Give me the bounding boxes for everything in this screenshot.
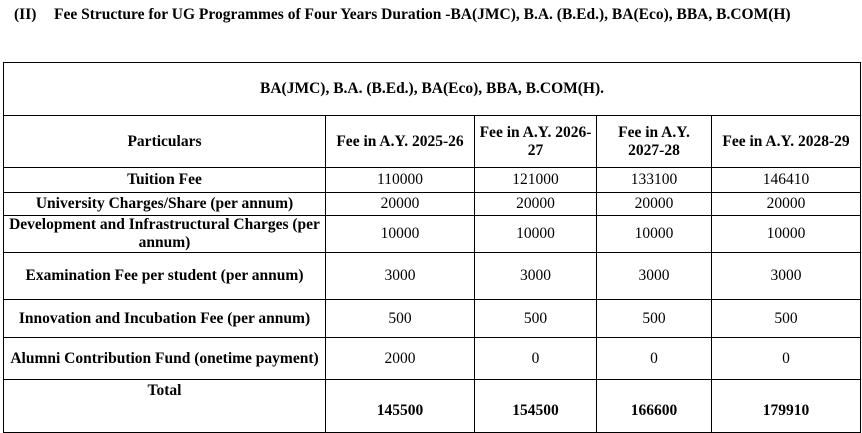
fee-value: 3000 [326,253,475,300]
table-title: BA(JMC), B.A. (B.Ed.), BA(Eco), BBA, B.COM(H). [4,63,861,116]
fee-value: 500 [326,300,475,338]
fee-value: 3000 [475,253,597,300]
fee-value: 10000 [475,216,597,253]
fee-value: 20000 [475,193,597,216]
fee-value: 20000 [326,193,475,216]
particular-label: University Charges/Share (per annum) [4,193,326,216]
fee-value: 0 [712,338,861,380]
table-row-examination-fee [4,253,861,300]
column-header-2027-28: Fee in A.Y. 2027-28 [597,116,712,168]
fee-value: 0 [597,338,712,380]
fee-value: 500 [712,300,861,338]
particular-label: Tuition Fee [4,168,326,193]
particular-label: Innovation and Incubation Fee (per annum) [4,300,326,338]
fee-value: 2000 [326,338,475,380]
fee-value: 10000 [597,216,712,253]
table-row-university-charges [4,193,861,216]
particular-label: Examination Fee per student (per annum) [4,253,326,300]
fee-value: 10000 [712,216,861,253]
column-header-2028-29: Fee in A.Y. 2028-29 [712,116,861,168]
fee-value: 121000 [475,168,597,193]
fee-value: 146410 [712,168,861,193]
fee-value: 0 [475,338,597,380]
particular-label: Alumni Contribution Fund (onetime payment) [4,338,326,380]
fee-structure-table [3,62,861,433]
section-title: Fee Structure for UG Programmes of Four Years Duration -BA(JMC), B.A. (B.Ed.), BA(Eco), BBA, B.COM(H) [54,6,791,23]
fee-value: 500 [475,300,597,338]
total-label: Total [4,380,326,433]
table-header-row [4,116,861,168]
section-number: (II) [14,6,37,23]
total-value: 154500 [475,380,597,433]
table-row-total [4,380,861,433]
table-row-development-charges [4,216,861,253]
fee-value: 3000 [597,253,712,300]
fee-value: 3000 [712,253,861,300]
fee-value: 20000 [712,193,861,216]
table-title-row [4,63,861,116]
fee-value: 110000 [326,168,475,193]
column-header-particulars: Particulars [4,116,326,168]
table-row-tuition-fee [4,168,861,193]
fee-value: 133100 [597,168,712,193]
total-value: 166600 [597,380,712,433]
fee-value: 500 [597,300,712,338]
column-header-2026-27: Fee in A.Y. 2026-27 [475,116,597,168]
particular-label: Development and Infrastructural Charges (per annum) [4,216,326,253]
section-heading [14,6,791,24]
fee-value: 10000 [326,216,475,253]
total-value: 145500 [326,380,475,433]
fee-value: 20000 [597,193,712,216]
table-row-innovation-fee [4,300,861,338]
column-header-2025-26: Fee in A.Y. 2025-26 [326,116,475,168]
table-row-alumni-fund [4,338,861,380]
total-value: 179910 [712,380,861,433]
